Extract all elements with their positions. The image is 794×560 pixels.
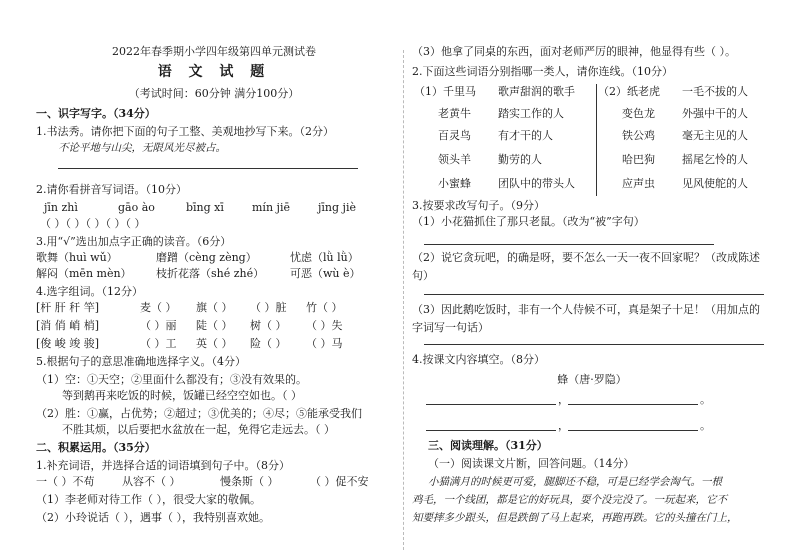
q4-blank[interactable]: 竹（ ） — [306, 301, 343, 314]
comma: ， — [558, 419, 569, 432]
reading-1-heading: （一）阅读课文片断，回答问题。（14分） — [428, 457, 635, 470]
q3-item-5[interactable]: 枝折花落（shé zhé） — [156, 267, 265, 280]
q8-part-3-cont: 字词写一句话） — [412, 321, 489, 334]
matching-divider — [596, 84, 597, 196]
poem-title: 蜂（唐·罗隐） — [557, 373, 627, 386]
match-person[interactable]: 毫无主见的人 — [682, 129, 748, 142]
q4-chars: [杆 肝 秆 竿] — [36, 301, 100, 314]
q6-word-2[interactable]: 从容不（ ） — [122, 475, 181, 488]
pinyin-2: gāo ào — [118, 201, 155, 214]
match-animal[interactable]: 小蜜蜂 — [438, 177, 471, 190]
match-person[interactable]: 有才干的人 — [498, 129, 553, 142]
pinyin-4: mín jiē — [252, 201, 290, 214]
q3-item-6[interactable]: 可恶（wù è） — [290, 267, 361, 280]
q4-blank[interactable]: 麦（ ） — [140, 301, 177, 314]
question-5: 5.根据句子的意思准确地选择字义。（4分） — [36, 355, 246, 368]
q6-word-3[interactable]: 慢条斯（ ） — [220, 475, 279, 488]
pinyin-3: bīng xī — [186, 201, 224, 214]
passage-line: 鸡毛，一个线团，都是它的好玩具，耍个没完没了。一玩起来，它不 — [412, 494, 727, 506]
match-person[interactable]: 歌声甜润的歌手 — [498, 85, 575, 98]
poem-line-2[interactable] — [568, 404, 698, 405]
poem-line-4[interactable] — [568, 430, 698, 431]
subject-title: 语 文 试 题 — [157, 64, 271, 80]
q5-2-meanings: （2）胜：①赢，占优势；②超过；③优美的；④尽；⑤能承受我们 — [36, 407, 362, 420]
q4-chars: [消 俏 峭 梢] — [36, 319, 100, 332]
q4-chars: [俊 峻 竣 骏] — [36, 337, 100, 350]
answer-line[interactable] — [424, 244, 714, 245]
q4-blank[interactable]: 英（ ） — [196, 337, 233, 350]
match-person[interactable]: 一毛不拔的人 — [682, 85, 748, 98]
answer-line[interactable] — [424, 344, 764, 345]
exam-title: 2022年春季期小学四年级第四单元测试卷 — [112, 45, 316, 58]
question-1: 1.书法秀。请你把下面的句子工整、美观地抄写下来。（2分） — [36, 125, 334, 138]
match-animal[interactable]: 变色龙 — [622, 107, 655, 120]
answer-line[interactable] — [424, 294, 764, 295]
q3-item-3[interactable]: 忧虑（lǜ lǜ） — [290, 251, 359, 264]
q4-blank[interactable]: （ ）失 — [306, 319, 343, 332]
match-animal[interactable]: （1）千里马 — [414, 85, 476, 98]
section-3-heading: 三、阅读理解。（31分） — [428, 439, 548, 452]
q4-blank[interactable]: （ ）脏 — [250, 301, 287, 314]
q5-1-meanings: （1）空：①天空；②里面什么都没有；③没有效果的。 — [36, 373, 307, 386]
q4-blank[interactable]: （ ）丽 — [140, 319, 177, 332]
q6-word-4[interactable]: （ ）促不安 — [310, 475, 369, 488]
match-animal[interactable]: 哈巴狗 — [622, 153, 655, 166]
q3-item-1[interactable]: 歌舞（huì wǔ） — [36, 251, 118, 264]
column-divider — [403, 50, 404, 550]
question-7: 2.下面这些词语分别指哪一类人，请你连线。（10分） — [412, 65, 673, 78]
question-1-sentence: 不论平地与山尖，无限风光尽被占。 — [58, 142, 226, 154]
section-1-heading: 一、识字写字。（34分） — [36, 107, 156, 120]
passage-line: 知要摔多少跟头，但是跌倒了马上起来，再跑再跌。它的头撞在门上， — [412, 512, 738, 524]
passage-line: 小猫满月的时候更可爱，腿脚还不稳，可是已经学会淘气。一根 — [428, 476, 722, 488]
copy-line[interactable] — [58, 168, 358, 169]
q5-2-sentence[interactable]: 不胜其烦，以后要把水盆放在一起，免得它走远去。（ ） — [62, 423, 335, 436]
pinyin-5: jīng jiè — [318, 201, 356, 214]
q4-blank[interactable]: 陡（ ） — [196, 319, 233, 332]
match-animal[interactable]: 应声虫 — [622, 177, 655, 190]
question-2: 2.请你看拼音写词语。（10分） — [36, 183, 187, 196]
q6-sentence-1[interactable]: （1）李老师对待工作（ ），很受大家的敬佩。 — [36, 493, 261, 506]
q8-part-2: （2）说它贪玩吧，的确是呀，要不怎么一天一夜不回家呢？（改成陈述 — [412, 251, 760, 264]
poem-line-1[interactable] — [426, 404, 556, 405]
comma: ， — [558, 393, 569, 406]
match-person[interactable]: 勤劳的人 — [498, 153, 542, 166]
pinyin-blanks[interactable]: （ ）（ ）（ ）（ ）（ ） — [40, 217, 146, 230]
period: 。 — [700, 419, 711, 432]
match-person[interactable]: 踏实工作的人 — [498, 107, 564, 120]
match-person[interactable]: 见风使舵的人 — [682, 177, 748, 190]
match-animal[interactable]: 铁公鸡 — [622, 129, 655, 142]
match-animal[interactable]: 老黄牛 — [438, 107, 471, 120]
q4-blank[interactable]: 树（ ） — [250, 319, 287, 332]
match-animal[interactable]: 百灵鸟 — [438, 129, 471, 142]
q4-blank[interactable]: （ ）马 — [306, 337, 343, 350]
q6-word-1[interactable]: 一（ ）不苟 — [36, 475, 95, 488]
poem-line-3[interactable] — [426, 430, 556, 431]
question-3: 3.用“√”选出加点字正确的读音。（6分） — [36, 235, 232, 248]
exam-info: （考试时间：60分钟 满分100分） — [128, 87, 300, 100]
period: 。 — [700, 393, 711, 406]
q4-blank[interactable]: 险（ ） — [250, 337, 287, 350]
question-8: 3.按要求改写句子。（9分） — [412, 199, 545, 212]
question-6: 1.补充词语，并选择合适的词语填到句子中。（8分） — [36, 459, 290, 472]
q8-part-3: （3）因此鹅吃饭时，非有一个人侍候不可，真是架子十足！（用加点的 — [412, 303, 760, 316]
q3-item-4[interactable]: 解闷（mēn mèn） — [36, 267, 132, 280]
q4-blank[interactable]: （ ）工 — [140, 337, 177, 350]
q3-continued[interactable]: （3）他拿了同桌的东西，面对老师严厉的眼神，他显得有些（ ）。 — [412, 45, 736, 58]
match-person[interactable]: 外强中干的人 — [682, 107, 748, 120]
q3-item-2[interactable]: 磨蹭（cèng zèng） — [156, 251, 257, 264]
q6-sentence-2[interactable]: （2）小玲说话（ ），遇事（ ），我特别喜欢她。 — [36, 511, 270, 524]
question-4: 4.选字组词。（12分） — [36, 285, 143, 298]
match-animal[interactable]: （2）纸老虎 — [598, 85, 660, 98]
match-animal[interactable]: 领头羊 — [438, 153, 471, 166]
match-person[interactable]: 团队中的带头人 — [498, 177, 575, 190]
q8-part-1: （1）小花猫抓住了那只老鼠。（改为“被”字句） — [412, 215, 645, 228]
q5-1-sentence[interactable]: 等到鹅再来吃饭的时候，饭罐已经空空如也。（ ） — [62, 389, 302, 402]
question-9: 4.按课文内容填空。（8分） — [412, 353, 545, 366]
pinyin-1: jīn zhì — [44, 201, 78, 214]
q8-part-2-cont: 句） — [412, 269, 434, 282]
match-person[interactable]: 摇尾乞怜的人 — [682, 153, 748, 166]
q4-blank[interactable]: 旗（ ） — [196, 301, 233, 314]
section-2-heading: 二、积累运用。（35分） — [36, 441, 156, 454]
